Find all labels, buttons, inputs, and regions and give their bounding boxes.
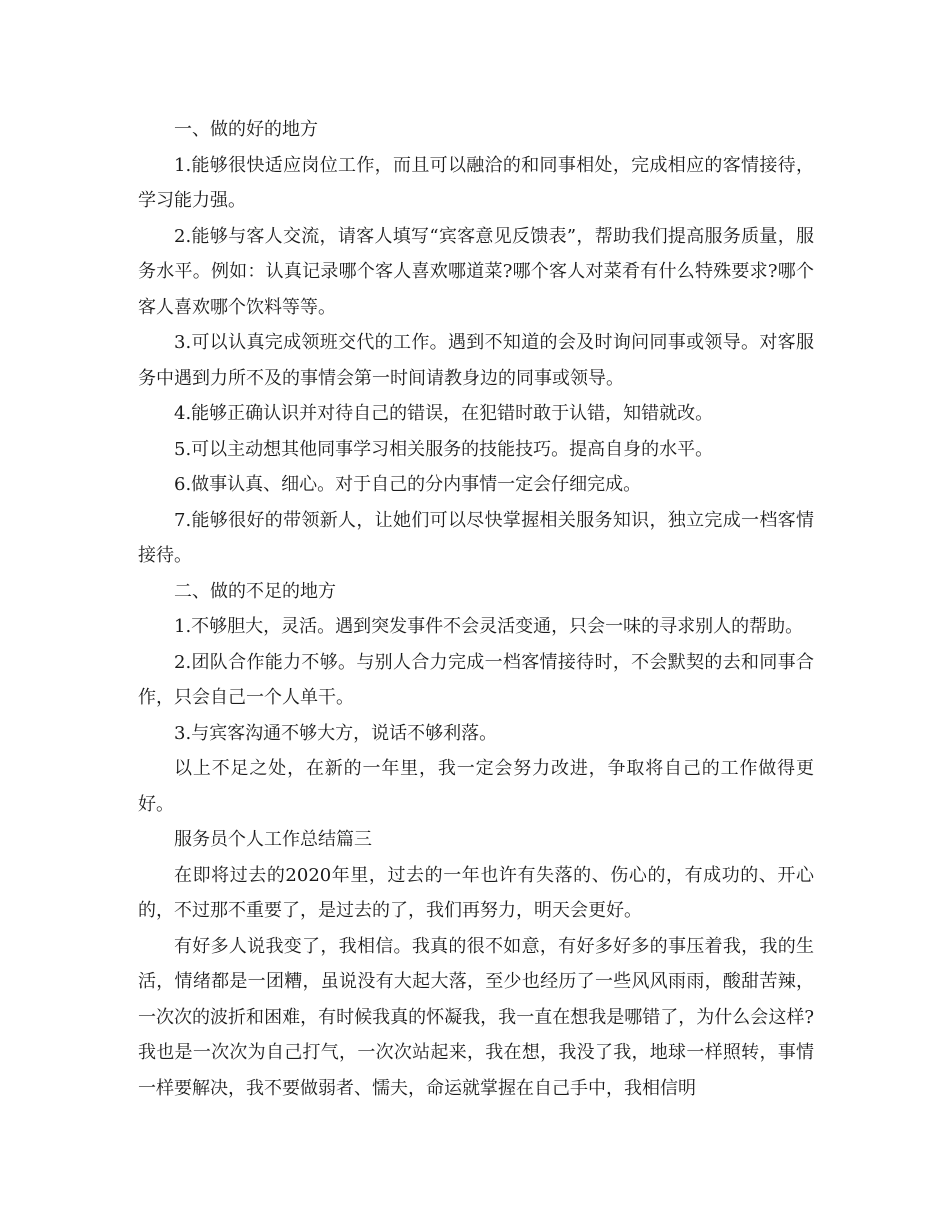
article-title: 服务员个人工作总结篇三 bbox=[174, 829, 372, 850]
strength-item-3: 3.可以认真完成领班交代的工作。遇到不知道的会及时询问同事或领导。对客服务中遇到力所不及的事情会第一时间请教身边的同事或领导。 bbox=[138, 332, 814, 389]
closing-paragraph: 以上不足之处，在新的一年里，我一定会努力改进，争取将自己的工作做得更好。 bbox=[138, 758, 814, 815]
body-paragraph: 有好多人说我变了，我相信。我真的很不如意，有好多好多的事压着我，我的生活，情绪都是一团糟，虽说没有大起大落，至少也经历了一些风风雨雨，酸甜苦辣，一次次的波折和困难，有时候我真的怀凝我，我一直在想我是哪错了，为什么会这样?我也是一次次为自己打气，一次次站起来，我在想，我没了我，地球一样照转，事情一样要解决，我不要做弱者、懦夫，命运就掌握在自己手中，我相信明 bbox=[138, 935, 814, 1099]
strength-item-7: 7.能够很好的带领新人，让她们可以尽快掌握相关服务知识，独立完成一档客情接待。 bbox=[138, 509, 814, 566]
weakness-item-3: 3.与宾客沟通不够大方，说话不够利落。 bbox=[174, 722, 498, 744]
strength-item-6: 6.做事认真、细心。对于自己的分内事情一定会仔细完成。 bbox=[174, 474, 642, 495]
weakness-item-2: 2.团队合作能力不够。与别人合力完成一档客情接待时，不会默契的去和同事合作，只会自己一个人单干。 bbox=[138, 651, 814, 708]
strength-item-1: 1.能够很快适应岗位工作，而且可以融洽的和同事相处，完成相应的客情接待，学习能力强。 bbox=[138, 154, 814, 211]
section-heading-strengths: 一、做的好的地方 bbox=[174, 119, 318, 140]
strength-item-2: 2.能够与客人交流，请客人填写“宾客意见反馈表”，帮助我们提高服务质量，服务水平。例如：认真记录哪个客人喜欢哪道菜?哪个客人对菜肴有什么特殊要求?哪个客人喜欢哪个饮料等等。 bbox=[138, 225, 815, 318]
section-heading-weaknesses: 二、做的不足的地方 bbox=[174, 580, 336, 602]
document-page bbox=[138, 112, 814, 1106]
strength-item-4: 4.能够正确认识并对待自己的错误，在犯错时敢于认错，知错就改。 bbox=[174, 403, 714, 424]
weakness-item-1: 1.不够胆大，灵活。遇到突发事件不会灵活变通，只会一味的寻求别人的帮助。 bbox=[174, 616, 804, 637]
body-paragraph: 在即将过去的2020年里，过去的一年也许有失落的、伤心的，有成功的、开心的，不过那不重要了，是过去的了，我们再努力，明天会更好。 bbox=[138, 864, 814, 921]
strength-item-5: 5.可以主动想其他同事学习相关服务的技能技巧。提高自身的水平。 bbox=[174, 438, 714, 460]
